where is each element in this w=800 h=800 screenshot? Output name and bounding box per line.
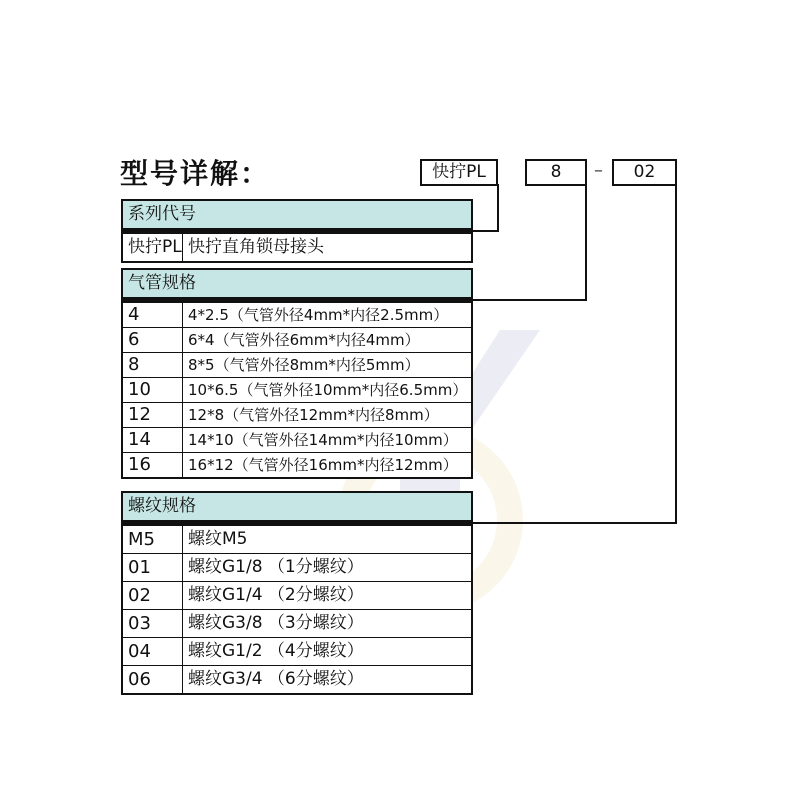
table-row: [123, 402, 471, 427]
table-row: [123, 609, 471, 637]
connector-thread-h: [470, 522, 677, 524]
tube-code: 10: [123, 378, 183, 402]
table-row: [123, 327, 471, 352]
table-row: [123, 377, 471, 402]
table-row: [123, 233, 471, 261]
model-code-dash: –: [594, 160, 603, 181]
tube-code: 16: [123, 453, 183, 477]
tube-desc: 4*2.5（气管外径4mm*内径2.5mm）: [188, 306, 449, 324]
connector-thread-v: [675, 184, 677, 524]
connector-series-v: [497, 184, 499, 232]
thread-code: 06: [123, 666, 183, 693]
thread-code: 03: [123, 610, 183, 637]
tube-code: 14: [123, 428, 183, 452]
tube-code: 4: [123, 303, 183, 327]
table-row: [123, 637, 471, 665]
thread-code: 04: [123, 638, 183, 665]
thread-header: 螺纹规格: [123, 493, 471, 525]
series-header: 系列代号: [123, 201, 471, 233]
thread-desc: 螺纹G1/4 （2分螺纹）: [188, 585, 364, 605]
tube-desc: 10*6.5（气管外径10mm*内径6.5mm）: [188, 381, 468, 399]
tube-header: 气管规格: [123, 270, 471, 302]
table-row: [123, 427, 471, 452]
connector-series-h: [470, 230, 499, 232]
thread-desc: 螺纹G1/2 （4分螺纹）: [188, 641, 364, 661]
series-code: 快拧PL: [123, 234, 183, 261]
thread-desc: 螺纹G1/8 （1分螺纹）: [188, 557, 364, 577]
thread-code: 02: [123, 582, 183, 609]
table-row: [123, 665, 471, 693]
table-row: [123, 352, 471, 377]
series-desc: 快拧直角锁母接头: [188, 237, 324, 257]
tube-desc: 16*12（气管外径16mm*内径12mm）: [188, 456, 458, 474]
tube-desc: 6*4（气管外径6mm*内径4mm）: [188, 331, 420, 349]
tube-desc: 14*10（气管外径14mm*内径10mm）: [188, 431, 458, 449]
table-row: [123, 525, 471, 553]
thread-desc: 螺纹G3/8 （3分螺纹）: [188, 613, 364, 633]
table-row: [123, 302, 471, 327]
connector-tube-v: [585, 184, 587, 301]
thread-code: M5: [123, 526, 183, 553]
page-title: 型号详解：: [120, 157, 271, 190]
tube-table: [121, 268, 473, 479]
thread-desc: 螺纹M5: [188, 529, 248, 549]
tube-code: 8: [123, 353, 183, 377]
table-row: [123, 581, 471, 609]
thread-desc: 螺纹G3/4 （6分螺纹）: [188, 669, 364, 689]
thread-code: 01: [123, 554, 183, 581]
model-code-tube-box: 8: [525, 159, 587, 186]
tube-desc: 8*5（气管外径8mm*内径5mm）: [188, 356, 420, 374]
model-code-thread-box: 02: [612, 159, 677, 186]
tube-code: 12: [123, 403, 183, 427]
model-code-series-box: 快拧PL: [420, 159, 498, 186]
thread-table: [121, 491, 473, 695]
connector-tube-h: [470, 299, 587, 301]
tube-desc: 12*8（气管外径12mm*内径8mm）: [188, 406, 439, 424]
table-row: [123, 452, 471, 477]
table-row: [123, 553, 471, 581]
series-table: [121, 199, 473, 263]
tube-code: 6: [123, 328, 183, 352]
